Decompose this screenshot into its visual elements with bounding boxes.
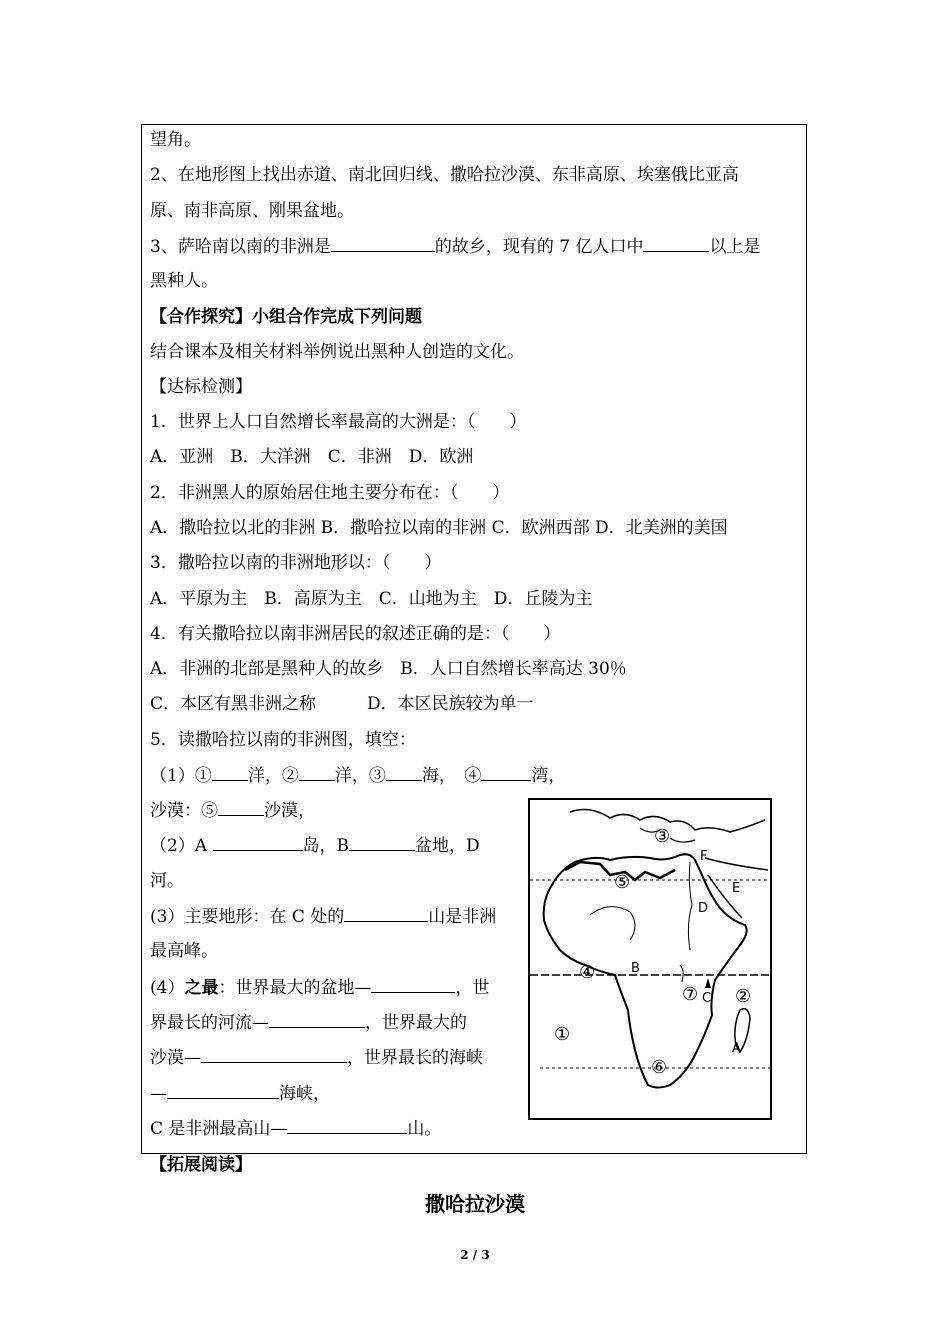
section-heading: 【拓展阅读】 (150, 1155, 252, 1175)
question: 5．读撒哈拉以南的非洲图，填空： (150, 730, 416, 750)
fill-line: C 是非洲最高山— 山。 (150, 1119, 442, 1139)
text-line: 2、在地形图上找出赤道、南北回归线、撒哈拉沙漠、东非高原、埃塞俄比亚高 (150, 165, 739, 185)
text-line: 3、萨哈南以南的非洲是 的故乡，现有的 7 亿人口中 以上是 (150, 237, 761, 257)
map-label: ① (554, 1024, 571, 1045)
africa-map (528, 798, 772, 1120)
fill-line: — 海峡， (150, 1084, 330, 1104)
options: A．非洲的北部是黑种人的故乡 B．人口自然增长率高达 30％ (150, 659, 627, 679)
question: 1．世界上人口自然增长率最高的大洲是：（ ） (150, 412, 527, 432)
page-number: 2 / 3 (460, 1248, 490, 1262)
section-heading: 【达标检测】 (150, 377, 252, 397)
fill-line: 沙漠— ，世界最长的海峡 (150, 1048, 483, 1068)
question: 2．非洲黑人的原始居住地主要分布在：（ ） (150, 483, 510, 503)
question: 4．有关撒哈拉以南非洲居民的叙述正确的是：（ ） (150, 624, 561, 644)
blank (331, 235, 435, 252)
options: A．撒哈拉以北的非洲 B．撒哈拉以南的非洲 C．欧洲西部 D．北美洲的美国 (150, 518, 728, 538)
options: A．平原为主 B．高原为主 C．山地为主 D．丘陵为主 (150, 589, 593, 609)
options: C．本区有黑非洲之称 D．本区民族较为单一 (150, 694, 534, 714)
fill-line: 沙漠：⑤ 沙漠， (150, 801, 315, 821)
fill-line: 界最长的河流— ，世界最大的 (150, 1013, 467, 1033)
fill-line: (3）主要地形：在 C 处的 山是非洲 (150, 907, 497, 927)
fill-line: 河。 (150, 871, 184, 891)
text-line: 结合课本及相关材料举例说出黑种人创造的文化。 (150, 342, 524, 362)
text-line: 望角。 (150, 130, 201, 150)
map-label: ⑤ (614, 872, 631, 893)
map-label: ④ (579, 962, 596, 983)
fill-line: (4）之最：世界最大的盆地— ，世 (150, 978, 490, 998)
map-label: C (702, 991, 712, 1006)
fill-line: （2）A 岛，B 盆地，D (150, 836, 480, 856)
map-label: F (700, 849, 708, 864)
options: A．亚洲 B．大洋洲 C．非洲 D．欧洲 (150, 447, 474, 467)
text-line: 原、南非高原、刚果盆地。 (150, 201, 354, 221)
blank (643, 235, 709, 252)
map-label: E (732, 881, 741, 896)
map-label: A (732, 1041, 741, 1056)
map-label: ② (735, 986, 752, 1007)
question: 3．撒哈拉以南的非洲地形以：（ ） (150, 553, 442, 573)
fill-line: 最高峰。 (150, 941, 218, 961)
section-heading: 【合作探究】小组合作完成下列问题 (150, 307, 422, 327)
fill-line: （1）① 洋，② 洋，③ 海， ④ 湾， (150, 766, 566, 786)
africa-outline (530, 800, 770, 1118)
map-label: ⑥ (651, 1057, 668, 1078)
map-label: B (631, 961, 640, 976)
map-label: D (698, 901, 709, 916)
reading-title: 撒哈拉沙漠 (425, 1192, 525, 1216)
text-line: 黑种人。 (150, 271, 218, 291)
map-label: ③ (654, 826, 671, 847)
map-label: ⑦ (682, 984, 699, 1005)
